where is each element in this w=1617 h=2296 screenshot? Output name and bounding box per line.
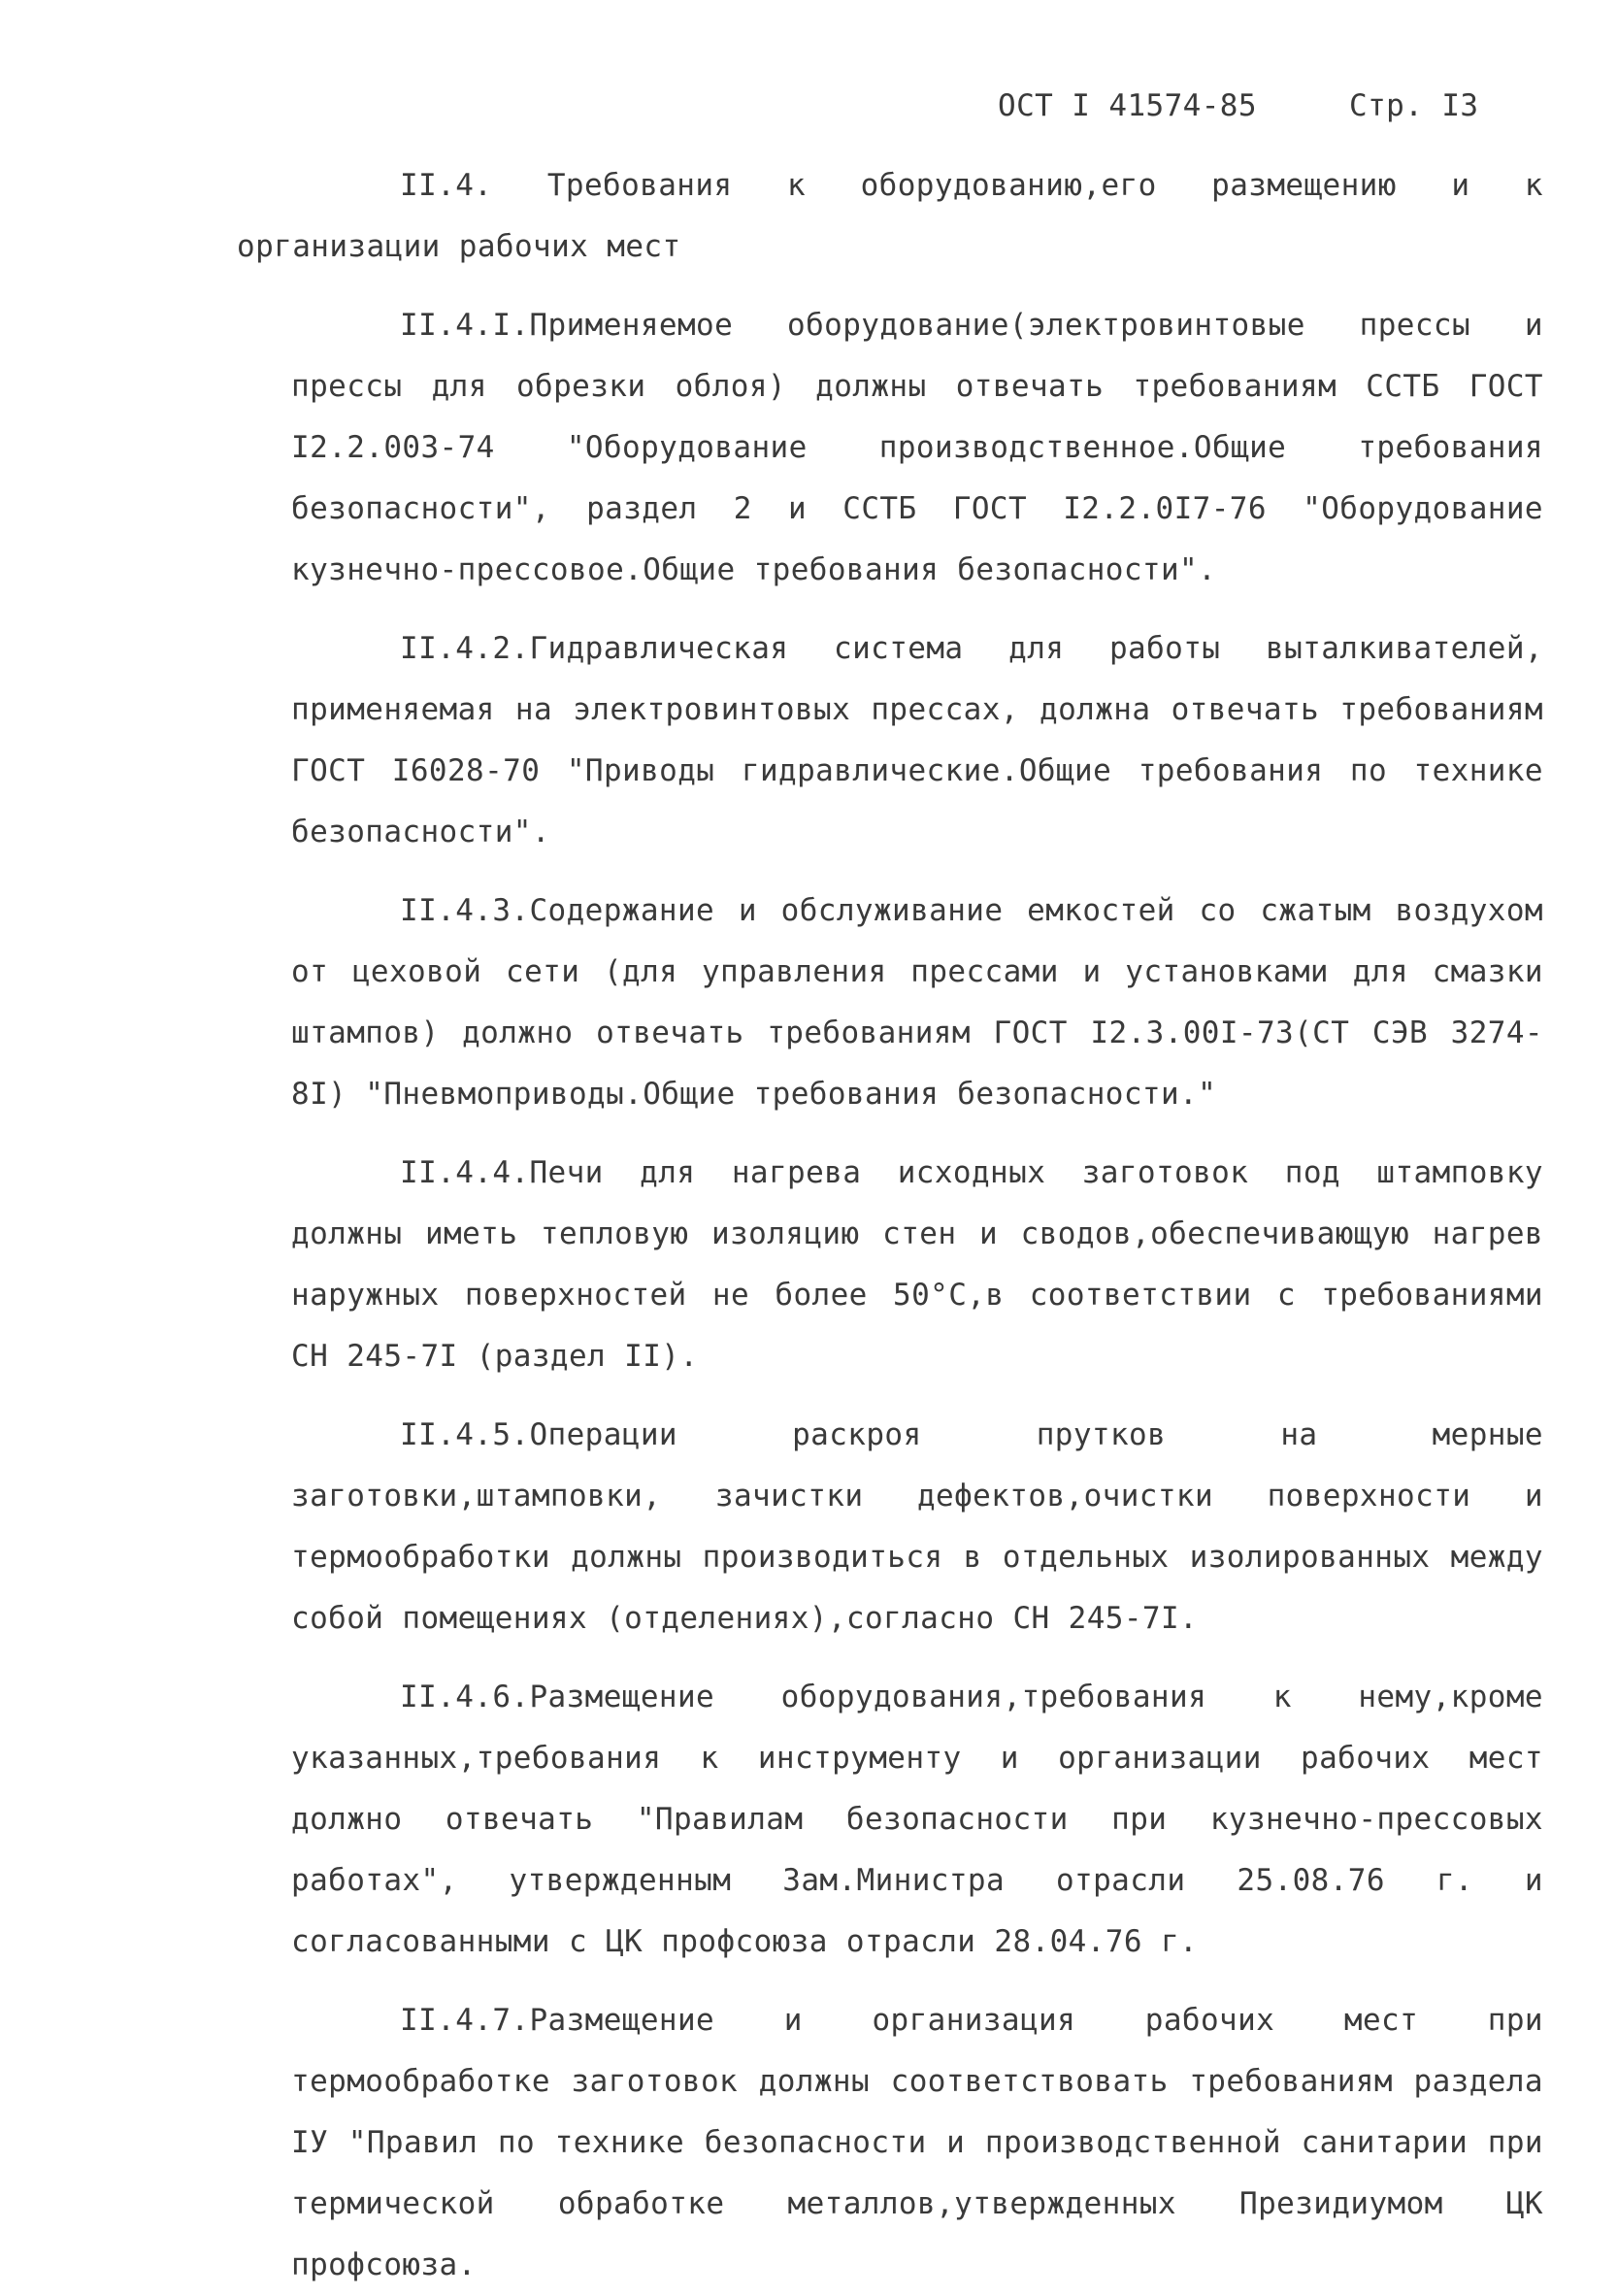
- page-number: Стр. I3: [1349, 88, 1479, 123]
- document-code: ОСТ I 41574-85: [998, 88, 1257, 123]
- section-heading: II.4. Требования к оборудованию,его размещению и к организации рабочих мест: [237, 168, 1543, 264]
- paragraph-11-4-4: II.4.4.Печи для нагрева исходных заготовок под штамповку должны иметь тепловую изоляцию стен и сводов,обеспечивающую нагрев наружных поверхностей не более 50°С,в соответствии с требованиями СН 245-7I (раздел II).: [291, 1155, 1543, 1374]
- paragraph-11-4-2: II.4.2.Гидравлическая система для работы выталкивателей, применяемая на электровинтовых прессах, должна отвечать требованиям ГОСТ I6028-70 "Приводы гидравлические.Общие требования по технике безопасности".: [291, 631, 1543, 849]
- paragraph-11-4-6: II.4.6.Размещение оборудования,требования к нему,кроме указанных,требования к инструменту и организации рабочих мест должно отвечать "Правилам безопасности при кузнечно-прессовых работах", утвержденным Зам.Министра отрасли 25.08.76 г. и согласованными с ЦК профсоюза отрасли 28.04.76 г.: [291, 1680, 1543, 1959]
- paragraph-11-4-7: II.4.7.Размещение и организация рабочих мест при термообработке заготовок должны соответствовать требованиям раздела IУ "Правил по технике безопасности и производственной санитарии при термической обработке металлов,утвержденных Президиумом ЦК профсоюза.: [291, 2003, 1543, 2282]
- paragraph-11-4-5: II.4.5.Операции раскроя прутков на мерные заготовки,штамповки, зачистки дефектов,очистки поверхности и термообработки должны производиться в отдельных изолированных между собой помещениях (отделениях),согласно СН 245-7I.: [291, 1417, 1543, 1636]
- page-header: [998, 76, 1541, 137]
- paragraph-11-4-1: II.4.I.Применяемое оборудование(электровинтовые прессы и прессы для обрезки облоя) должны отвечать требованиям ССТБ ГОСТ I2.2.003-74 "Оборудование производственное.Общие требования безопасности", раздел 2 и ССТБ ГОСТ I2.2.0I7-76 "Оборудование кузнечно-прессовое.Общие требования безопасности".: [291, 308, 1543, 587]
- paragraph-11-4-3: II.4.3.Содержание и обслуживание емкостей со сжатым воздухом от цеховой сети (для управления прессами и установками для смазки штампов) должно отвечать требованиям ГОСТ I2.3.00I-73(СТ СЭВ 3274-8I) "Пневмоприводы.Общие требования безопасности.": [291, 893, 1543, 1112]
- document-body: [237, 155, 1543, 2296]
